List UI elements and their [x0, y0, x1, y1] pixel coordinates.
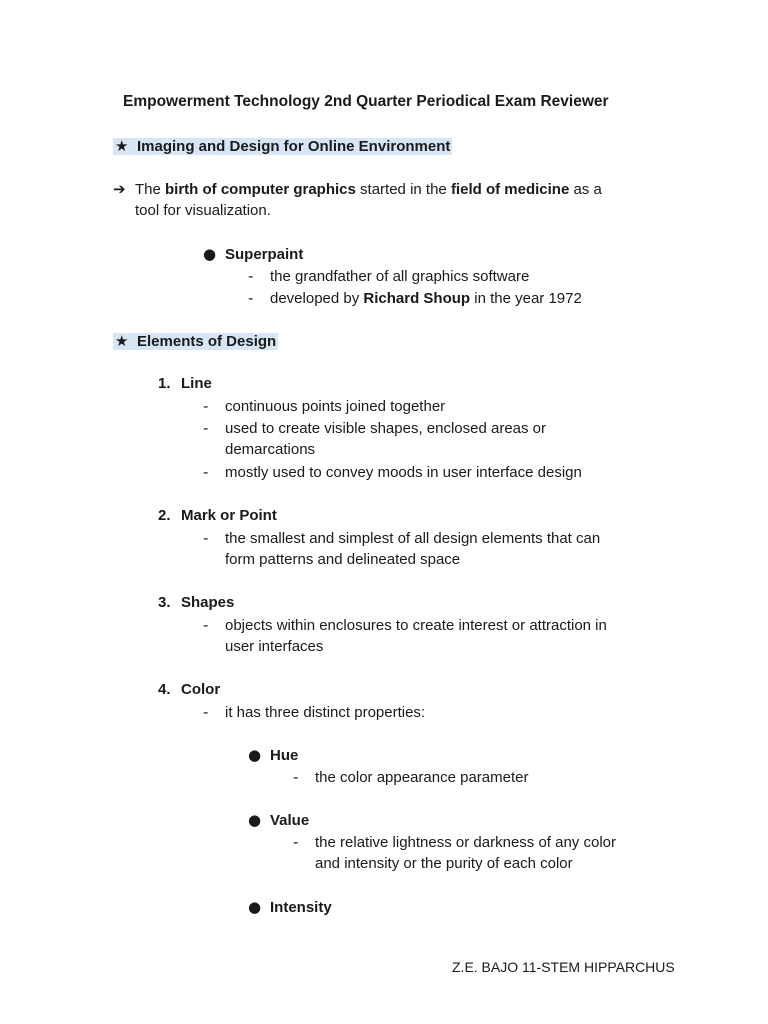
intro-bold-text: birth of computer graphics [165, 181, 356, 198]
bullet-icon: ● [248, 811, 262, 829]
sub-bullet-title: Hue [270, 747, 299, 764]
section-heading-text: Elements of Design [137, 333, 277, 350]
intro-text: The [135, 181, 166, 198]
star-icon: ★ [115, 137, 129, 155]
dash-icon: - [203, 703, 209, 721]
numbered-item-shapes [158, 592, 234, 614]
section-heading-text: Imaging and Design for Online Environment [137, 138, 451, 155]
item-number: 1. [158, 375, 171, 392]
item-number: 4. [158, 681, 171, 698]
bullet-icon: ● [248, 898, 262, 916]
numbered-item-mark [158, 505, 277, 527]
intro-text: started in the [355, 181, 451, 198]
item-number: 2. [158, 507, 171, 524]
intro-bold-text: field of medicine [450, 181, 570, 198]
list-item-bold-text: Richard Shoup [363, 290, 471, 307]
sub-bullet-hue [248, 744, 298, 767]
list-item-text: the smallest and simplest of all design elements that can [225, 530, 601, 547]
star-icon: ★ [115, 332, 129, 350]
intro-text: as a [569, 181, 602, 198]
sub-bullet-title: Value [270, 812, 310, 829]
page-title: Empowerment Technology 2nd Quarter Periodical Exam Reviewer [123, 93, 609, 110]
sub-bullet-value [248, 809, 309, 832]
dash-icon: - [293, 833, 299, 851]
item-number: 3. [158, 594, 171, 611]
superpaint-heading [203, 243, 303, 266]
intro-paragraph-line2: tool for visualization. [135, 202, 271, 219]
list-item-text: used to create visible shapes, enclosed areas or [225, 420, 547, 437]
item-title: Mark or Point [181, 507, 277, 524]
dash-icon: - [293, 768, 299, 786]
list-item-text: mostly used to convey moods in user interface design [225, 464, 582, 481]
list-item-continuation: demarcations [225, 441, 316, 458]
list-item [203, 614, 607, 637]
list-item [203, 701, 425, 724]
arrow-icon: ➔ [113, 180, 126, 198]
item-title: Line [181, 375, 212, 392]
list-item [248, 265, 529, 288]
page-footer: Z.E. BAJO 11-STEM HIPPARCHUS [452, 959, 675, 975]
list-item-text: in the year 1972 [470, 290, 582, 307]
list-item-continuation: form patterns and delineated space [225, 551, 461, 568]
list-item-text: objects within enclosures to create interest or attraction in [225, 617, 607, 634]
sub-bullet-intensity [248, 896, 332, 919]
dash-icon: - [203, 419, 209, 437]
sub-bullet-title: Intensity [270, 899, 332, 916]
section-heading-imaging [113, 135, 452, 158]
list-item-text: it has three distinct properties: [225, 704, 426, 721]
list-item [293, 831, 616, 854]
list-item-text: the color appearance parameter [315, 769, 529, 786]
numbered-item-color [158, 679, 220, 701]
list-item [203, 527, 600, 550]
list-item-continuation: and intensity or the purity of each color [315, 855, 573, 872]
list-item-text: continuous points joined together [225, 398, 446, 415]
list-item [203, 395, 445, 418]
intro-paragraph-line1 [113, 178, 602, 201]
list-item-text: the grandfather of all graphics software [270, 268, 530, 285]
list-item-continuation: user interfaces [225, 638, 324, 655]
dash-icon: - [203, 616, 209, 634]
dash-icon: - [203, 397, 209, 415]
dash-icon: - [248, 289, 254, 307]
dash-icon: - [203, 529, 209, 547]
superpaint-title: Superpaint [225, 246, 304, 263]
list-item [203, 417, 546, 440]
list-item-text: the relative lightness or darkness of any color [315, 834, 616, 851]
list-item [248, 287, 582, 310]
dash-icon: - [203, 463, 209, 481]
item-title: Shapes [181, 594, 235, 611]
dash-icon: - [248, 267, 254, 285]
list-item [203, 461, 582, 484]
bullet-icon: ● [203, 245, 217, 263]
item-title: Color [181, 681, 221, 698]
bullet-icon: ● [248, 746, 262, 764]
section-heading-elements [113, 330, 278, 353]
list-item-text: developed by [270, 290, 364, 307]
list-item [293, 766, 528, 789]
numbered-item-line [158, 373, 212, 395]
